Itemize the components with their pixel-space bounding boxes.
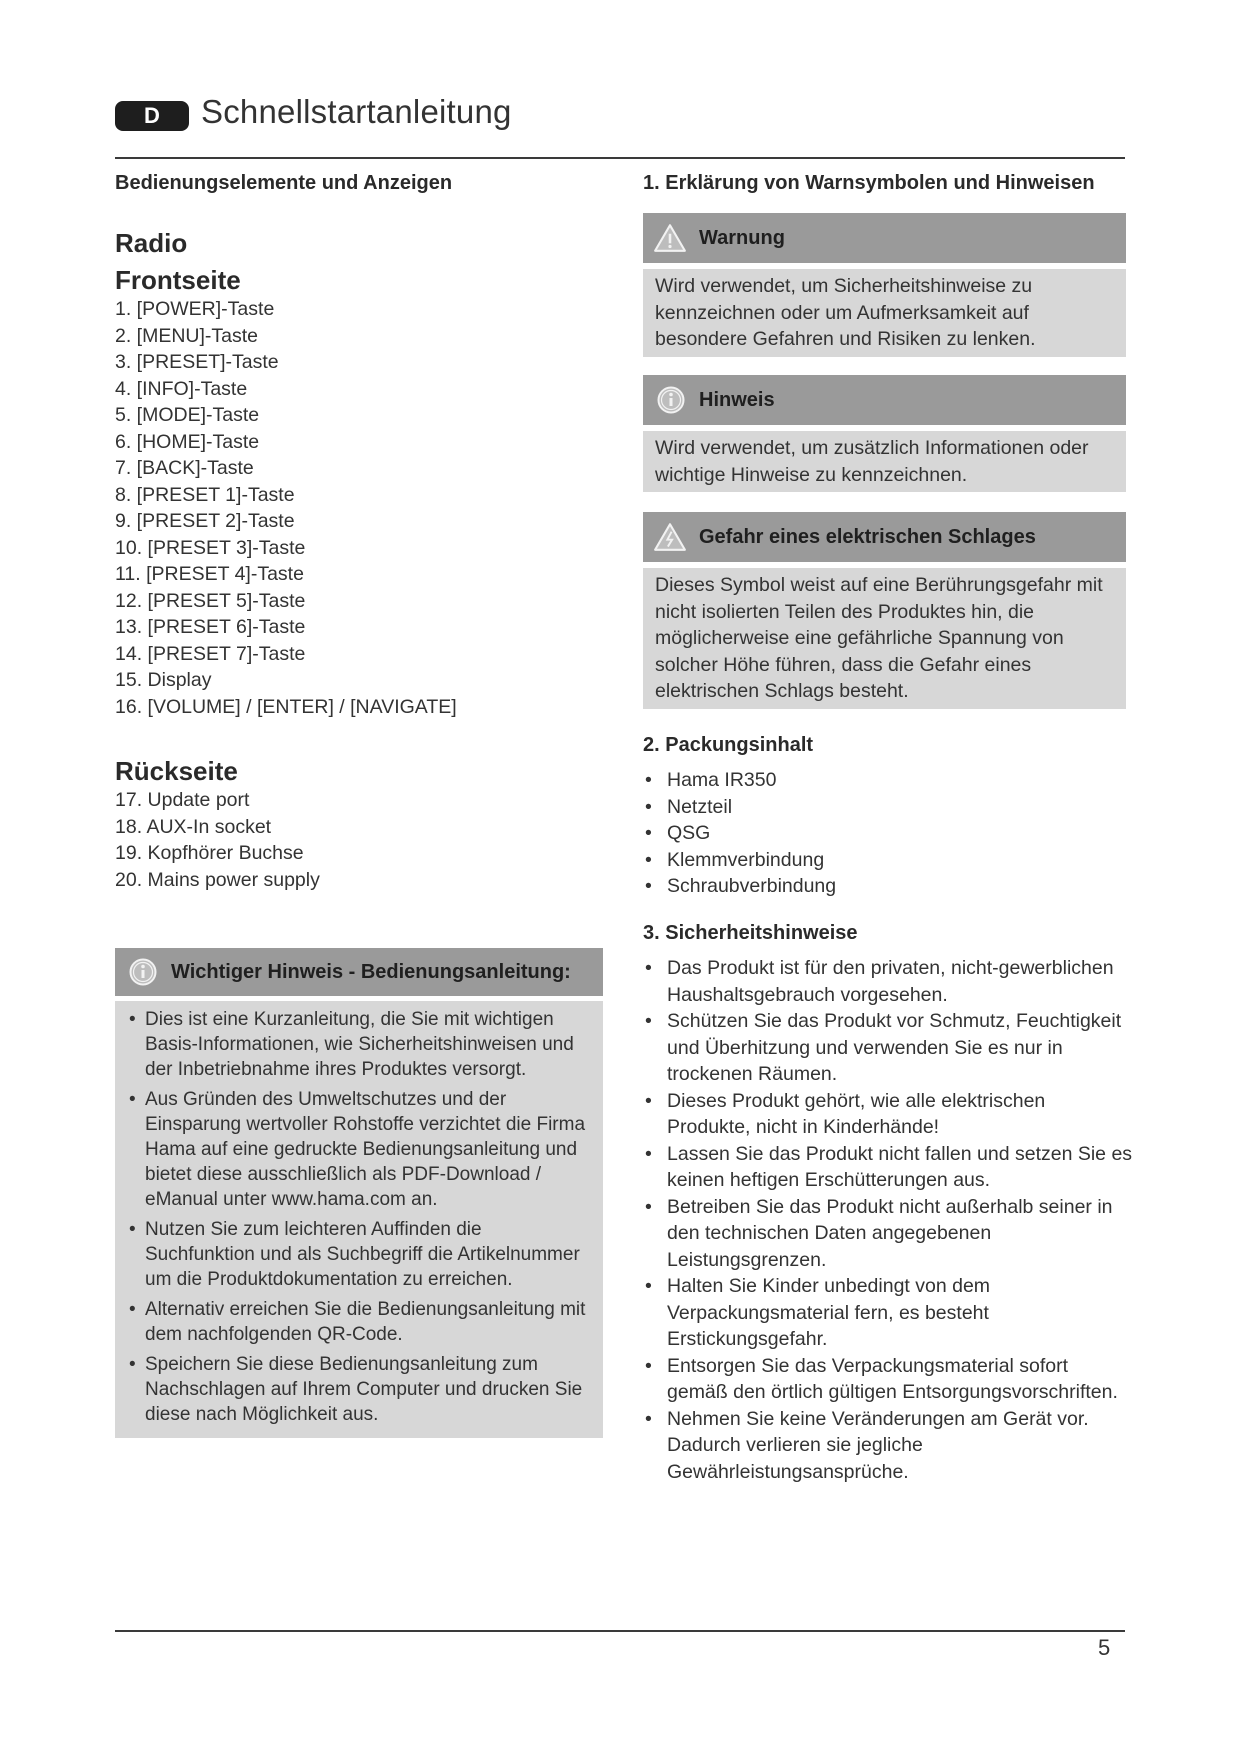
list-item: 15. Display <box>115 669 212 691</box>
list-item: • Dieses Produkt gehört, wie alle elektrischen Produkte, nicht in Kinderhände! <box>643 1088 1133 1141</box>
page-header <box>115 95 1125 159</box>
note-body <box>115 1001 603 1438</box>
electric-shock-box <box>643 512 1126 709</box>
hint-title: Hinweis <box>699 389 775 411</box>
shock-title-bar <box>643 512 1126 562</box>
list-item: • Halten Sie Kinder unbedingt von dem Verpackungsmaterial fern, es besteht Erstickungsgefahr. <box>643 1273 1133 1353</box>
list-item: 13. [PRESET 6]-Taste <box>115 616 306 638</box>
list-item: 5. [MODE]-Taste <box>115 404 260 426</box>
section1-heading: 1. Erklärung von Warnsymbolen und Hinweisen <box>643 172 1095 194</box>
hint-body: Wird verwendet, um zusätzlich Informationen oder wichtige Hinweise zu kennzeichnen. <box>643 431 1126 492</box>
list-item: 10. [PRESET 3]-Taste <box>115 536 306 559</box>
electric-shock-icon <box>653 522 687 552</box>
list-item: • Speichern Sie diese Bedienungsanleitung zum Nachschlagen auf Ihrem Computer und drucken Sie diese nach Möglichkeit aus. <box>129 1352 593 1427</box>
note-bullets <box>129 1007 593 1427</box>
list-item: • Schützen Sie das Produkt vor Schmutz, Feuchtigkeit und Überhitzung und verwenden Sie es nur in trockenen Räumen. <box>643 1008 1133 1088</box>
language-badge: D <box>115 101 189 131</box>
list-item: • Alternativ erreichen Sie die Bedienungsanleitung mit dem nachfolgenden QR-Code. <box>129 1297 593 1347</box>
controls-heading: Bedienungselemente und Anzeigen <box>115 172 453 194</box>
warning-title: Warnung <box>699 227 785 249</box>
info-icon <box>129 958 157 986</box>
list-item: 14. [PRESET 7]-Taste <box>115 642 306 665</box>
list-item: • Aus Gründen des Umweltschutzes und der Einsparung wertvoller Rohstoffe verzichtet die Firma Hama auf eine gedruckte Bedienungsanleitung und bietet diese ausschließlich als PDF-Download / eManual unter www.hama.com an. <box>129 1087 593 1212</box>
list-item: • Schraubverbindung <box>643 873 1123 900</box>
list-item: • QSG <box>643 820 1123 847</box>
back-controls-list <box>115 787 595 893</box>
list-item: • Betreiben Sie das Produkt nicht außerhalb seiner in den technischen Daten angegebenen Leistungsgrenzen. <box>643 1194 1133 1274</box>
list-item: 8. [PRESET 1]-Taste <box>115 483 295 506</box>
warning-body: Wird verwendet, um Sicherheitshinweise zu kennzeichnen oder um Aufmerksamkeit auf besondere Gefahren und Risiken zu lenken. <box>643 269 1126 357</box>
note-title: Wichtiger Hinweis - Bedienungsanleitung: <box>171 961 571 983</box>
list-item: • Nehmen Sie keine Veränderungen am Gerät vor. Dadurch verlieren sie jegliche Gewährleistungsansprüche. <box>643 1406 1133 1486</box>
safety-list <box>643 955 1133 1485</box>
list-item: • Netzteil <box>643 794 1123 821</box>
list-item: 19. Kopfhörer Buchse <box>115 842 304 864</box>
list-item: 20. Mains power supply <box>115 868 320 891</box>
list-item: • Klemmverbindung <box>643 847 1123 874</box>
list-item: 3. [PRESET]-Taste <box>115 351 279 373</box>
page-number: 5 <box>1098 1635 1111 1660</box>
footer-divider <box>115 1630 1125 1632</box>
warning-box <box>643 213 1126 357</box>
hint-box <box>643 375 1126 492</box>
warning-triangle-icon <box>653 223 687 253</box>
list-item: • Nutzen Sie zum leichteren Auffinden die Suchfunktion und als Suchbegriff die Artikelnummer um die Produktdokumentation zu erreichen. <box>129 1217 593 1292</box>
package-list <box>643 767 1123 900</box>
list-item: 12. [PRESET 5]-Taste <box>115 589 306 612</box>
shock-body: Dieses Symbol weist auf eine Berührungsgefahr mit nicht isolierten Teilen des Produktes hin, die möglicherweise eine gefährliche Spannung von solcher Höhe führen, dass die Gefahr eines elektrischen Schlags besteht. <box>643 568 1126 709</box>
note-title-bar <box>115 948 603 996</box>
radio-heading: Radio <box>115 228 188 258</box>
list-item: 18. AUX-In socket <box>115 815 272 838</box>
list-item: 6. [HOME]-Taste <box>115 430 260 453</box>
list-item: 1. [POWER]-Taste <box>115 298 275 320</box>
page-title: Schnellstartanleitung <box>201 93 512 130</box>
list-item: 17. Update port <box>115 789 250 811</box>
warning-title-bar <box>643 213 1126 263</box>
list-item: • Das Produkt ist für den privaten, nicht-gewerblichen Haushaltsgebrauch vorgesehen. <box>643 955 1133 1008</box>
list-item: 9. [PRESET 2]-Taste <box>115 510 295 532</box>
shock-title: Gefahr eines elektrischen Schlages <box>699 526 1036 548</box>
front-heading: Frontseite <box>115 265 241 295</box>
list-item: 11. [PRESET 4]-Taste <box>115 563 304 585</box>
section2-heading: 2. Packungsinhalt <box>643 734 814 756</box>
hint-title-bar <box>643 375 1126 425</box>
list-item: • Entsorgen Sie das Verpackungsmaterial sofort gemäß den örtlich gültigen Entsorgungsvorschriften. <box>643 1353 1133 1406</box>
front-controls-list <box>115 296 595 720</box>
list-item: • Dies ist eine Kurzanleitung, die Sie mit wichtigen Basis-Informationen, wie Sicherheitshinweisen und der Inbetriebnahme ihres Produktes versorgt. <box>129 1007 593 1082</box>
list-item: 16. [VOLUME] / [ENTER] / [NAVIGATE] <box>115 695 457 718</box>
section3-heading: 3. Sicherheitshinweise <box>643 922 858 944</box>
important-note-box <box>115 948 603 1438</box>
back-heading: Rückseite <box>115 756 238 786</box>
list-item: 2. [MENU]-Taste <box>115 324 259 347</box>
list-item: 4. [INFO]-Taste <box>115 377 248 400</box>
info-icon <box>657 386 685 414</box>
list-item: • Lassen Sie das Produkt nicht fallen und setzen Sie es keinen heftigen Erschütterungen aus. <box>643 1141 1133 1194</box>
list-item: 7. [BACK]-Taste <box>115 457 254 479</box>
list-item: • Hama IR350 <box>643 767 1123 794</box>
